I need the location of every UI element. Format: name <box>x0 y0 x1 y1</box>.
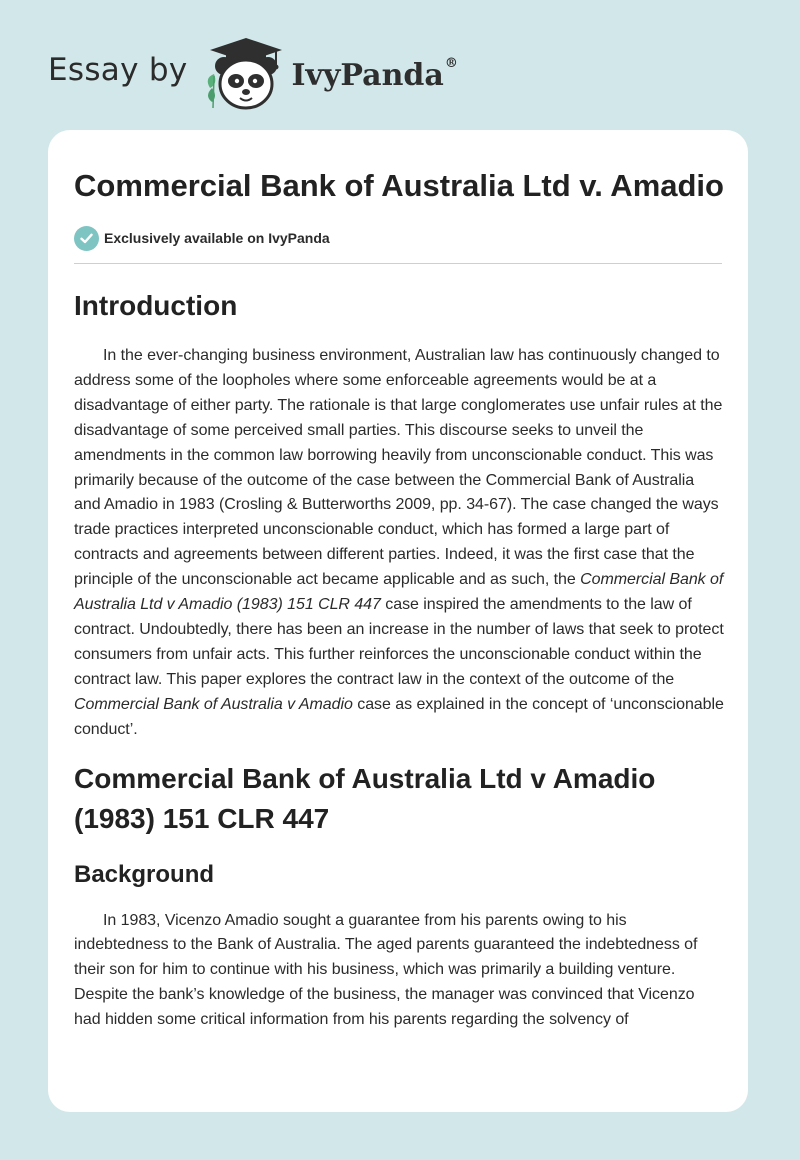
site-header <box>48 36 458 112</box>
section-heading-introduction: Introduction <box>74 290 238 321</box>
case-citation-italic: Commercial Bank of Australia Ltd v Amadio (1983) 151 CLR 447 <box>74 571 724 614</box>
exclusive-label: Exclusively available on IvyPanda <box>104 230 330 246</box>
intro-text-segment: case inspired the amendments to the law of contract. Undoubtedly, there has been an increase in the number of laws that seek to protect consumers from unfair acts. This further reinforces the unconscionable conduct within the contract law. This paper explores the contract law in the context of the outcome of the <box>74 596 724 688</box>
subheading-background: Background <box>74 860 215 888</box>
intro-paragraph <box>74 344 724 743</box>
intro-text-segment: In the ever-changing business environment, Australian law has continuously changed to address some of the loopholes where some enforceable agreements would be at a disadvantage of either party. The rationale is that large conglomerates use unfair rules at the disadvantage of some perceived small parties. This discourse seeks to unveil the amendments in the common law borrowing heavily from unconscionable conduct. This was primarily because of the outcome of the case between the Commercial Bank of Australia and Amadio in 1983 (Crosling & Butterworths 2009, pp. 34-67). The case changed the ways trade practices interpreted unconscionable conduct, which has formed a large part of contracts and agreements between different parties. Indeed, it was the first case that the principle of the unconscionable act became applicable and as such, the <box>74 347 723 589</box>
intro-text-segment: case as explained in the concept of ‘unconscionable conduct’. <box>74 695 724 738</box>
check-circle-icon <box>74 226 99 251</box>
essay-card <box>48 130 748 1112</box>
section-heading-case: Commercial Bank of Australia Ltd v Amadio (1983) 151 CLR 447 <box>74 762 656 834</box>
case-citation-italic: Commercial Bank of Australia v Amadio <box>74 695 353 713</box>
essay-by-label: Essay by <box>48 52 188 88</box>
essay-title: Commercial Bank of Australia Ltd v. Amadio <box>74 168 724 203</box>
panda-graduate-logo-icon[interactable] <box>202 36 290 112</box>
background-paragraph: In 1983, Vicenzo Amadio sought a guarantee from his parents owing to his indebtedness to the Bank of Australia. The aged parents guaranteed the indebtedness of their son for him to continue with his business, which was primarily a building venture. Despite the bank’s knowledge of the business, the manager was convinced that Vicenzo had hidden some critical information from his parents regarding the solvency of <box>74 911 698 1029</box>
exclusive-badge <box>74 225 724 251</box>
brand-name[interactable]: IvyPanda® <box>291 55 458 93</box>
essay-content <box>74 164 724 1033</box>
divider <box>74 263 722 264</box>
